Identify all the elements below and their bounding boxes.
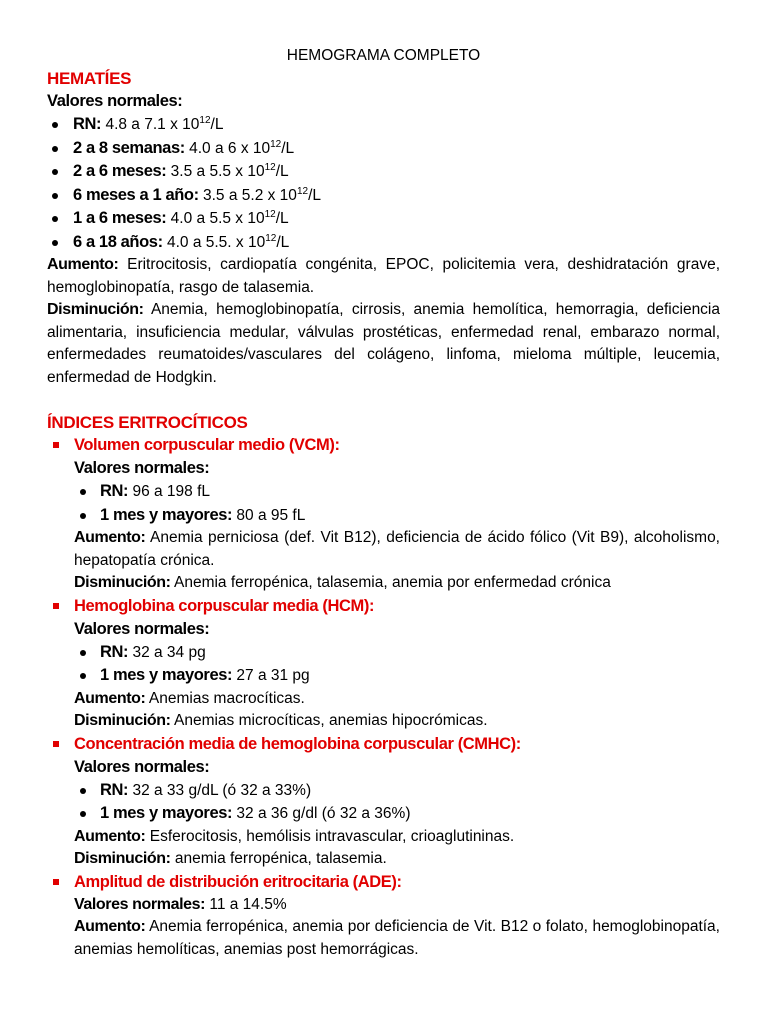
subsection-hcm xyxy=(47,595,720,618)
list-item: 2 a 8 semanas: 4.0 a 6 x $10^{12}/L$ xyxy=(47,137,720,161)
subsection-ade xyxy=(47,871,720,894)
list-item: 6 a 18 años: 4.0 a 5.5. x $10^{12}/L$ xyxy=(47,231,720,255)
list-item: 1 mes y mayores: 27 a 31 pg xyxy=(74,664,720,688)
spacer xyxy=(47,389,720,411)
vcm-normal-list xyxy=(74,480,720,527)
hcm-disminucion: Disminución: Anemias microcíticas, anemias hipocrómicas. xyxy=(74,712,488,729)
vcm-disminucion: Disminución: Anemia ferropénica, talasemia, anemia por enfermedad crónica xyxy=(74,574,611,591)
cmhc-body xyxy=(47,756,720,871)
list-item: RN: 32 a 34 pg xyxy=(74,641,720,665)
cmhc-disminucion: Disminución: anemia ferropénica, talasemia. xyxy=(74,850,387,867)
normal-values-label: Valores normales: xyxy=(74,459,210,477)
hcm-aumento: Aumento: Anemias macrocíticas. xyxy=(74,689,305,707)
section-heading-indices: ÍNDICES ERITROCÍTICOS xyxy=(47,413,248,432)
list-item: 1 mes y mayores: 32 a 36 g/dl (ó 32 a 36%) xyxy=(74,802,720,826)
ade-normal: Valores normales: 11 a 14.5% xyxy=(74,895,287,913)
normal-values-label: Valores normales: xyxy=(74,619,210,638)
subsection-title: Hemoglobina corpuscular media (HCM): xyxy=(74,596,375,615)
vcm-aumento: Aumento: Anemia perniciosa (def. Vit B12), deficiencia de ácido fólico (Vit B9), alcoholismo, hepatopatía crónica. xyxy=(74,529,720,569)
list-item: RN: 32 a 33 g/dL (ó 32 a 33%) xyxy=(74,779,720,803)
normal-values-label: Valores normales: xyxy=(47,92,183,110)
hematies-disminucion: Disminución: Anemia, hemoglobinopatía, cirrosis, anemia hemolítica, hemorragia, deficiencia alimentaria, insuficiencia medular, válvulas prostéticas, enfermedad renal, embarazo normal, enfermedades reumatoides/vasculares del colágeno, linfoma, mieloma múltiple, leucemia, enfermedad de Hodgkin. xyxy=(47,301,720,386)
list-item: RN: 96 a 198 fL xyxy=(74,480,720,504)
hcm-body xyxy=(47,618,720,733)
list-item: 1 mes y mayores: 80 a 95 fL xyxy=(74,504,720,528)
cmhc-aumento: Aumento: Esferocitosis, hemólisis intravascular, crioaglutininas. xyxy=(74,827,515,845)
ade-body xyxy=(47,894,720,962)
normal-values-label: Valores normales: xyxy=(74,757,210,776)
list-item: RN: 4.8 a 7.1 x $10^{12}/L$ xyxy=(47,113,720,137)
section-heading-hematies: HEMATÍES xyxy=(47,69,132,88)
ade-aumento: Aumento: Anemia ferropénica, anemia por deficiencia de Vit. B12 o folato, hemoglobinopatía, anemias hemolíticas, anemias post hemorrágicas. xyxy=(74,918,720,958)
subsection-cmhc xyxy=(47,733,720,756)
subsection-vcm xyxy=(47,434,720,457)
subsection-title: Amplitud de distribución eritrocitaria (ADE): xyxy=(74,872,402,891)
hcm-normal-list xyxy=(74,641,720,688)
list-item: 2 a 6 meses: 3.5 a 5.5 x $10^{12}/L$ xyxy=(47,160,720,184)
list-item: 6 meses a 1 año: 3.5 a 5.2 x $10^{12}/L$ xyxy=(47,184,720,208)
cmhc-normal-list xyxy=(74,779,720,826)
hematies-normal-list xyxy=(47,113,720,254)
subsection-title: Concentración media de hemoglobina corpuscular (CMHC): xyxy=(74,734,521,753)
page-title: HEMOGRAMA COMPLETO xyxy=(286,47,481,64)
vcm-body xyxy=(47,457,720,595)
list-item: 1 a 6 meses: 4.0 a 5.5 x $10^{12}/L$ xyxy=(47,207,720,231)
subsection-title: Volumen corpuscular medio (VCM): xyxy=(74,436,340,454)
document-page xyxy=(47,44,720,961)
hematies-aumento: Aumento: Eritrocitosis, cardiopatía congénita, EPOC, policitemia vera, deshidratación grave, hemoglobinopatía, rasgo de talasemia. xyxy=(47,256,720,296)
